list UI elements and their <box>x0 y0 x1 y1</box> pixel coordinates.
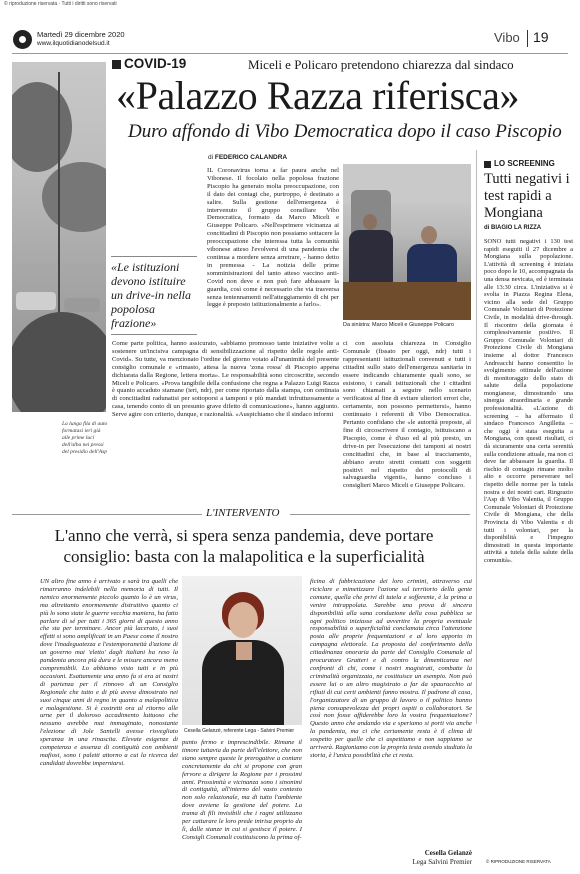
article-column-2: ci con assoluta chiarezza in Consiglio Comunale (fissato per oggi, ndr) tutti i rappresentanti istituzionali convenuti e tutti i cittadini sullo stato dell'emergenza sanitaria in essere indicando chiaramente quali sono, se esistono, i canali istituzionali che i cittadini sono chiamati a seguire nello scenario verificatosi al fine di evitare ulteriori errori che, certamente, non possono permettersi», hanno continuato i referenti di Vibo Democratica. Pertanto confidano che «le autorità preposte, al fine di circoscrivere il contagio, istituiscano a Piscopio, come è d'uso ed al più presto, un drive-in per l'esecuzione dei tamponi ai nostri concittadini che, in base al tracciamento, abbiano avuto stretti contatti con soggetti positivi nel rispetto dei protocolli di salvaguardia vigenti», hanno concluso i consiglieri Marco Miceli e Giuseppe Policaro. <box>343 340 471 490</box>
quote-rule-bottom <box>111 334 197 335</box>
sidebar-body: SONO tutti negativi i 130 test rapidi eseguiti il 27 dicembre a Mongiana sulla popolazione. L'attività di screening è iniziata poco dopo le 10, accompagnata da una densa nevicata, ed è terminata alle 13:30 circa. L'iniziativa si è svolta in Piazza Regina Elena, vicino alla sede del Gruppo Comunale Volontari di Protezione Civile, in modalità drive-through. Il riscontro della giornata è complessivamente positivo. Il Gruppo Comunale Volontari di Protezione Civile di Mongiana insieme al dottor Francesco Andreacchi hanno consentito lo svolgimento ottimale dell'azione di monitoraggio dello stato di salute della popolazione mongianese, dimostrando una sinergia straordinaria e grande professionalità. «L'azione di screening – ha affermato il sindaco Francesco Angilletta – che oggi è stata eseguita a Mongiana, con questi risultati, ci dà sicuramente una certa serenità sulla condizione attuale, ma non ci deve far abbassare la guardia. Il rischio di contagio rimane molto alto e occorre perseverare nel rispetto delle norme per la tutela nostra e dei nostri cari. Ringrazio l'Asp di Vibo Valentia, il Gruppo Comunale Volontari di Protezione Civile di Mongiana, che della Provincia di Vibo Valentia e di tutti i volontari, per la disponibilità e l'impegno dimostrati in questa importante attività a tutela della salute della comunità». <box>484 238 573 564</box>
article-column-1c: Come parte politica, hanno assicurato, «abbiamo promosso tante iniziative volte a sostenere un'incisiva campagna di sensibilizzazione al rispetto delle regole anti-Covid». Su tutte, va menzionato l'ordine del giorno votato all'unanimità del presente consiglio comunale e «rimasto, attesa la nuova 'zona rossa' di Piscopio appena dichiarata dalla Regione, lettera morta». Le responsabilità sono circoscritte, secondo Miceli e Policaro. «Prova tangibile della confusione che regna a Palazzo Luigi Razza è quanto accaduto stamane (ieri, ndr), per come riportato dalla stampa, con centinaia di concittadini radunatisi per sottoporsi a tamponi e più mandati infruttuosamente a casa, tenendo conto di un presunto grave difetto di comunicazione», hanno aggiunto. Serve agire con criterio, dunque, e razionalità. «Auspichiamo che il sindaco informi <box>112 340 339 419</box>
kicker-square-icon <box>112 60 121 69</box>
sidebar-rule <box>476 150 477 724</box>
photo-caption-left: La lunga fila di auto formatasi ieri già alle prime luci dell'alba nei pressi del presidio dell'Asp <box>62 421 108 455</box>
opinion-column-2: punto fermo e imprescindibile. Rimane il timore tuttavia da parte dell'elettore, che non siano sempre queste le prerogative a contare concretamente da chi si propone con gran fervore a dirigere la Regione per i prossimi anni. Prossimità e vicinanza sono i sinonimi di contiguità, all'interno del vasto contesto non solo relazionale, ma di tutto l'ambiente dove avviene la gestione del potere. La trama di fili invisibili che i ragni utilizzano per catturare le loro prede intrisa proprio da lì, dalle stanze in cui si gestisce il potere. I Consigli Comunali costituiscono la prima of- <box>182 739 302 841</box>
article-column-1a: IL Coronavirus torna a far paura anche nel Vibonese. Il focolaio nella popolosa frazione Piscopio ha generato molta preoccupazione, con il dato dei contagi che, purtroppo, è destinato a salire. Sulla gestione dell'emergenza è intervenuto il gruppo consiliare Vibo Democratica, formato da Marco Miceli e Giuseppe Policaro. «Nell'esprimere vicinanza ai concittadini di Piscopio non possiamo sottacere la preoccupazione che interessa tutta la comunità vibonese atteso l'evolversi di una pandemia che <box>207 167 339 253</box>
signature-name: Cesella Gelanzè <box>424 849 472 857</box>
kicker-square-icon <box>484 161 491 168</box>
story-subtitle: Duro affondo di Vibo Democratica dopo il caso Piscopio <box>128 121 562 142</box>
sidebar-title: Tutti negativi i test rapidi a Mongiana <box>484 171 570 221</box>
opinion-section-label: L'INTERVENTO <box>206 507 280 519</box>
header-date: Martedì 29 dicembre 2020 <box>37 30 125 39</box>
person-head <box>363 214 377 230</box>
photo-miceli-policaro <box>343 164 471 320</box>
newspaper-logo-icon <box>13 30 32 49</box>
sidebar-kicker: LO SCREENING <box>494 159 555 168</box>
header-divider <box>527 30 528 47</box>
page-number: 19 <box>533 29 549 45</box>
person-face <box>228 602 258 638</box>
pull-quote: «Le istituzioni devono istituire un drive-in nella popolosa frazione» <box>111 260 191 330</box>
opinion-title: L'anno che verrà, si spera senza pandemia, deve portare consiglio: basta con la malapolitica e la superficialità <box>54 526 434 566</box>
car-shape <box>64 298 100 312</box>
section-rule-right <box>290 514 470 515</box>
signature-role: Lega Salvini Premier <box>412 858 472 866</box>
section-name: Vibo <box>494 30 520 45</box>
byline-author: FEDERICO CALANDRA <box>214 154 288 161</box>
story-kicker: COVID-19 <box>124 56 187 71</box>
hedge-shape <box>12 312 106 412</box>
header-rule <box>12 53 568 54</box>
sidebar-footer: © RIPRODUZIONE RISERVATA <box>486 859 551 864</box>
header-website[interactable]: www.ilquotidianodelsud.it <box>37 40 110 47</box>
quote-rule-top <box>111 256 197 257</box>
byline-prefix: di <box>208 154 214 161</box>
section-rule-left <box>12 514 202 515</box>
person-head <box>421 226 437 244</box>
opinion-column-3: ficina di fabbricazione dei loro crimini, attraverso cui riciclare e mimetizzare l'azione sul territorio della gente comune, quella che privi di tutela e sofferente, è la prima a venire intrappolata. Sarebbe una prova di sincera disponibilità alla sana conduzione della cosa pubblica se ogni politico iniziasse ad avvertire la propria eventuale responsabilità o superficialità conclamata circa l'attenzione posta alle proprie frequentazioni e al loro apporto in campagna elettorale. La proposta del conferimento della cittadinanza onoraria da parte del Consiglio Comunale al procuratore Gratteri e di contro la dimenticanza nei confronti di chi, come i nostri magistrati, combatte la criminalità organizzata, ne costituisce un esempio. Non può essere lui o un altro magistrato a far da spauracchio ai rifiuti di cui certi ambienti fanno mostra. Il padrone di casa, l'organizzatore di un gruppo di lavoro o il politico hanno piena consapevolezza dei propri ospiti o collaboratori. Se così non fosse affiderebbe loro la vostra frequentazione? Questo anno che andando via e speriamo si porti via anche la pandemia, ma ci che certamente resta è il clima di sospetto per quelle che ci aspettiamo e non sappiamo se arriverà. Ragioniamo con la propria testa avendo studiato la storia, è l'unica possibilità che ci resta. <box>310 578 472 759</box>
car-shape <box>16 292 56 310</box>
photo-desk <box>343 282 471 320</box>
photo-caption-right: Da sinistra: Marco Miceli e Giuseppe Policaro <box>343 322 454 328</box>
story-byline <box>208 154 287 161</box>
story-title: «Palazzo Razza riferisca» <box>116 73 520 118</box>
article-column-1b: continua a mordere senza arretrare, - hanno detto in premessa - La notizia delle prime somministrazioni del tanto atteso vaccino anti-Covid non deve e non può fare abbassare la guardia, così come è necessario che via trasversa senza tentennamenti nell'atteggiamento di chi per legge è preposto istituzionalmente a farlo». <box>207 253 339 309</box>
photo-cesella-gelanze <box>182 576 302 725</box>
sidebar-byline: di BIAGIO LA RIZZA <box>484 225 542 231</box>
tree-shape <box>42 162 106 232</box>
opinion-column-1: UN altro fine anno è arrivato e sarà tra quelli che rimarranno indelebili nella memoria di tutti. Il nemico enormemente piccolo quanto lo è un virus, ma altrettanto enormemente distruttivo quanto ci più lo sono state le guerre vecchia maniera, ha fatto parlare di sé per tutti i 365 giorni di questo anno che sta per terminare. Ancor più lacerato, i suoi effetti si sono amplificati in un Paese come il nostro dove l'inadeguatezza e l'estemporaneità d'azione di un governo mai 'eletto' dagli italiani ha reso la pandemia ancora più dura e le misure ancora meno comprensibili. Lo abbiamo visto tutti e in più occasioni. Esattamente una anno fa si era ai nastri di partenza per il rinnovo di un Consiglio Regionale che tutto e di più aveva dimostrato nei suoi cinque anni di regno in quanto a malapolitica e malagestione. Si è costretti ora al ritorno alle urne per il doloroso accadimento luttuoso che nessuno avrebbe mai immaginato, nonostante l'elezione di Jole Santelli avesse risvegliato speranza in una rinascita. Elevate esigenze di competenza e assenza di contiguità con ambienti mafiosi, sono i paletti attorno a cui la ricerca dei candidati dovrebbe imperniarsi. <box>40 578 178 767</box>
story-pre-title: Miceli e Policaro pretendono chiarezza dal sindaco <box>248 57 514 72</box>
photo-car-queue <box>12 62 106 412</box>
copyright-notice: © riproduzione riservata · Tutti i diritti sono riservati <box>4 1 117 7</box>
opinion-photo-caption: Cesella Gelanzè, referente Lega - Salvini Premier <box>184 728 295 734</box>
person-neck <box>236 642 252 660</box>
tree-shape <box>12 82 72 172</box>
